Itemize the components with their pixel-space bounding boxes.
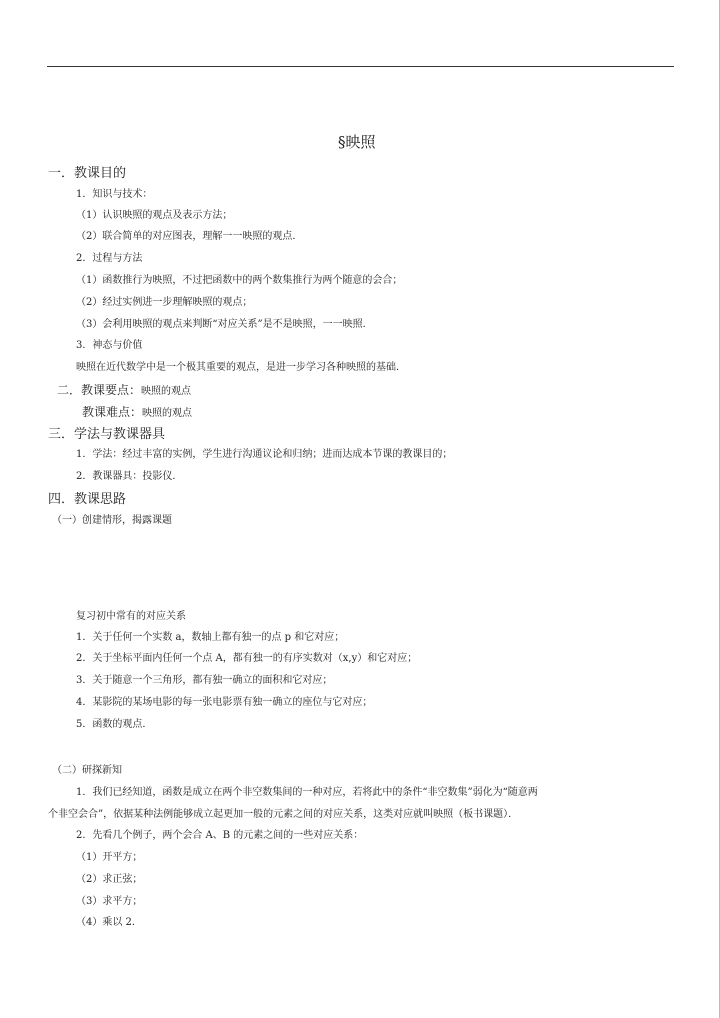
- section-1-paragraph: 映照在近代数学中是一个极其重要的观点，是进一步学习各种映照的基础．: [76, 362, 406, 373]
- example-item-1: （1）开平方；: [76, 852, 143, 863]
- review-item-1: 1．关于任何一个实数 a，数轴上都有独一的点 p 和它对应；: [76, 632, 345, 643]
- example-item-4: （4）乘以 2．: [76, 917, 142, 928]
- example-item-2: （2）求正弦；: [76, 874, 143, 885]
- section-3-heading: 三．学法与教课器具: [48, 427, 166, 442]
- example-item-3: （3）求平方；: [76, 896, 143, 907]
- key-point-label: 二．教课要点：: [57, 383, 142, 397]
- review-item-5: 5．函数的观点．: [76, 719, 153, 730]
- section-1-sub-1: 1．知识与技术：: [76, 189, 153, 200]
- section-3-item-2: 2．教课器具：投影仪．: [76, 471, 183, 482]
- section-3-item-1: 1．学法：经过丰富的实例，学生进行沟通议论和归纳；进而达成本节课的教课目的；: [76, 449, 453, 460]
- section-4-part-1: （一）创建情形，揭露课题: [52, 515, 172, 526]
- section-1-heading: 一．教课目的: [48, 166, 127, 181]
- key-point-value: 映照的观点: [141, 386, 192, 397]
- section-1-item-3: （1）函数推行为映照，不过把函数中的两个数集推行为两个随意的会合；: [76, 275, 403, 286]
- explore-paragraph-1b: 个非空会合”，依据某种法例能够成立起更加一般的元素之间的对应关系，这类对应就叫映照（板书课题）．: [48, 809, 519, 820]
- section-1-item-1: （1）认识映照的观点及表示方法；: [76, 210, 233, 221]
- review-item-2: 2．关于坐标平面内任何一个点 A，都有独一的有序实数对（x,y）和它对应；: [76, 653, 418, 664]
- review-heading: 复习初中常有的对应关系: [76, 611, 186, 622]
- difficulty-row: [82, 405, 192, 421]
- explore-paragraph-2: 2．先看几个例子，两个会合 A、B 的元素之间的一些对应关系：: [76, 830, 364, 841]
- section-4-part-2: （二）研探新知: [52, 765, 122, 776]
- key-point-row: [57, 383, 191, 399]
- review-item-4: 4．某影院的某场电影的每一张电影票有独一确立的座位与它对应；: [76, 697, 373, 708]
- review-item-3: 3．关于随意一个三角形，都有独一确立的面积和它对应；: [76, 675, 333, 686]
- explore-paragraph-1a: 1．我们已经知道，函数是成立在两个非空数集间的一种对应，若将此中的条件“非空数集”弱化为“随意两: [76, 787, 538, 798]
- difficulty-value: 映照的观点: [142, 408, 193, 419]
- section-1-item-5: （3）会利用映照的观点来判断“对应关系”是不是映照，一一映照．: [76, 319, 373, 330]
- section-1-sub-2: 2．过程与方法: [76, 253, 143, 264]
- section-1-item-2: （2）联合简单的对应图表，理解一一映照的观点．: [76, 231, 303, 242]
- difficulty-label: 教课难点：: [82, 405, 143, 419]
- section-1-sub-3: 3．神态与价值: [76, 340, 143, 351]
- section-1-item-4: （2）经过实例进一步理解映照的观点；: [76, 297, 253, 308]
- header-rule: [47, 66, 674, 67]
- page-title: §映照: [338, 133, 376, 151]
- section-4-heading: 四．教课思路: [48, 492, 127, 507]
